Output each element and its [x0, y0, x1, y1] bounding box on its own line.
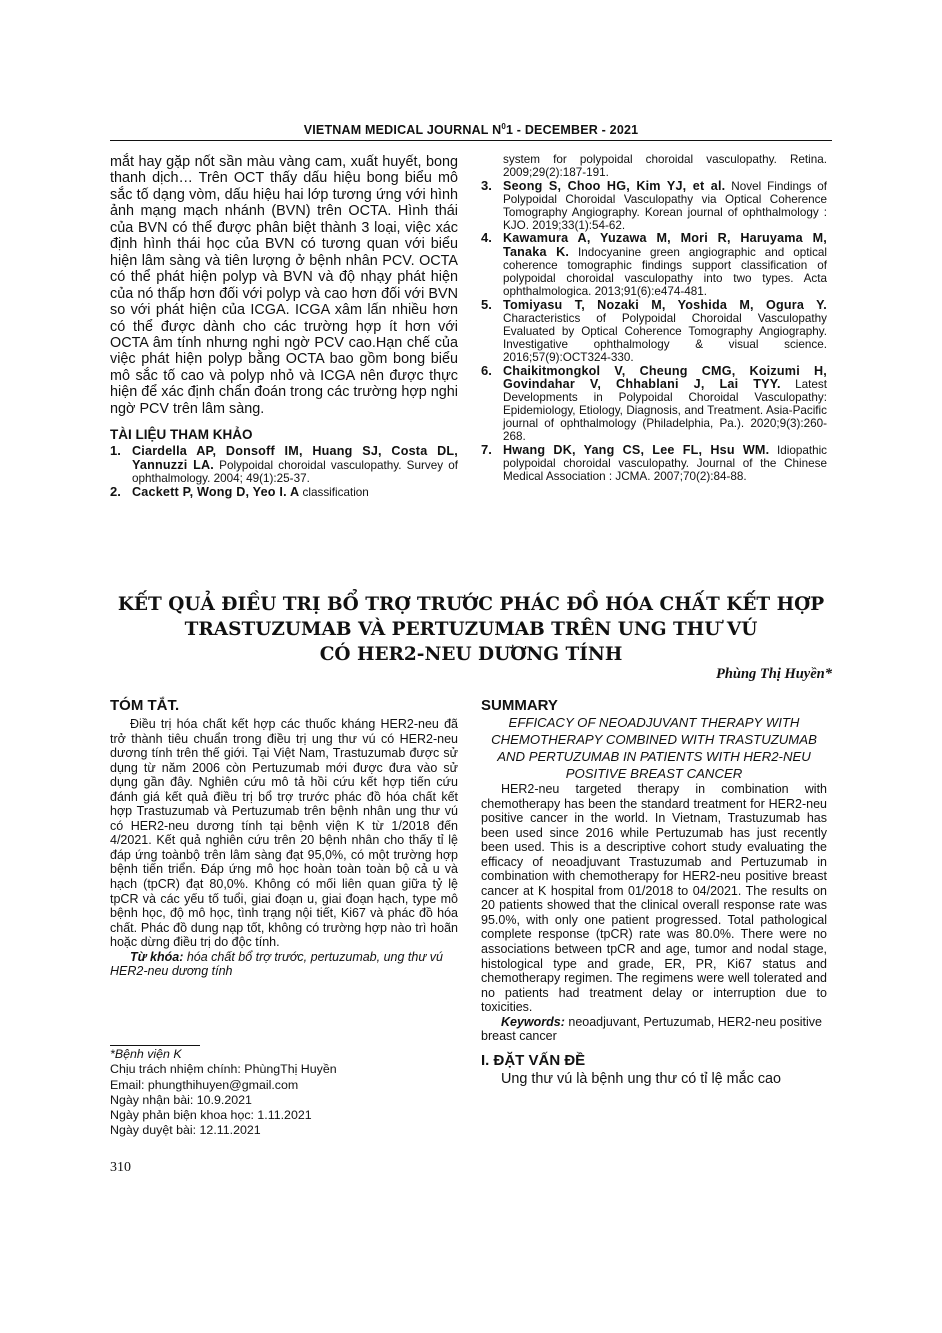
references-left	[110, 442, 458, 500]
reference-item: 2. Cackett P, Wong D, Yeo I. A classification	[110, 483, 369, 499]
footnote-email: Email: phungthihuyen@gmail.com	[110, 1077, 299, 1092]
references-heading: TÀI LIỆU THAM KHẢO	[110, 427, 253, 443]
reference-item: 3. Seong S, Choo HG, Kim YJ, et al. Novel Findings of Polypoidal Choroidal Vasculopathy via Optical Coherence Tomography Angiography. Korean journal of ophthalmology : KJO. 2019;33(1):54-62.	[481, 177, 827, 232]
footnote-rule	[110, 1045, 200, 1046]
running-header: VIETNAM MEDICAL JOURNAL $N^01$ - DECEMBER - 2021	[303, 122, 639, 138]
summary-heading: SUMMARY	[481, 697, 558, 714]
summary-en	[481, 697, 827, 1087]
footnote-line: Ngày duyệt bài: 12.11.2021	[110, 1123, 261, 1138]
reference-item: 1. Ciardella AP, Donsoff IM, Huang SJ, Costa DL, Yannuzzi LA. Polypoidal choroidal vasculopathy. Survey of ophthalmology. 2004; 49(1):25-37.	[110, 442, 458, 485]
abstract-heading: TÓM TẮT.	[110, 697, 180, 714]
reference-item: 4. Kawamura A, Yuzawa M, Mori R, Haruyama M, Tanaka K. Indocyanine green angiographic and optical coherence tomographic findings support classification of polypoidal choroidal vasculopathy into two types. Acta ophthalmologica. 2013;91(6):e474-481.	[481, 230, 828, 299]
footnote-line: Ngày phản biện khoa học: 1.11.2021	[110, 1108, 312, 1123]
footnote	[110, 1047, 337, 1139]
footnote-line: Chịu trách nhiệm chính: PhùngThị Huyền	[110, 1062, 337, 1077]
abstract-text: Điều trị hóa chất kết hợp các thuốc kháng HER2-neu đã trở thành tiêu chuẩn trong điều trị ung thư vú có HER2-neu dương tính trên thế giới. Tại Việt Nam, Trastuzumab được sử dụng từ năm 2006 còn Pertuzumab mới được đưa vào sử dụng gần đây. Nghiên cứu mô tả hồi cứu kết hợp tiến cứu đánh giá kết quả điều trị bổ trợ trước phác đồ hóa chất kết hợp Trastuzumab và Pertuzumab trên bệnh nhân ung thư vú có HER2-neu dương tính tại bệnh viện K từ 1/2018 đến 4/2021. Kết quả nghiên cứu trên 20 bệnh nhân cho thấy tỉ lệ đáp ứng toànbộ trên lâm sàng đạt 95,0%, có một trường hợp bệnh tiến triển. Đáp ứng mô học hoàn toàn toàn bộ cả u và hạch (tpCR) đạt 80,0%. Không có mối liên quan giữa tỷ lệ tpCR và các yếu tố tuổi, giai đoạn u, giai đoạn hạch, type mô bệnh học, độ mô học, tình trạng nội tiết, Ki67 và phác đồ hóa chất. Phác đồ dung nạp tốt, không có trường hợp nào trì hoãn hoặc dừng điều trị do độc tính.	[110, 717, 458, 950]
summary-keywords: Keywords: neoadjuvant, Pertuzumab, HER2-neu positive breast cancer	[481, 1014, 822, 1044]
reference-item: 7. Hwang DK, Yang CS, Lee FL, Hsu WM. Idiopathic polypoidal choroidal vasculopathy. Journal of the Chinese Medical Association : JCMA. 2007;70(2):84-88.	[481, 441, 828, 483]
summary-title: EFFICACY OF NEOADJUVANT THERAPY WITH CHEMOTHERAPY COMBINED WITH TRASTUZUMAB AND PERTUZUMAB IN PATIENTS WITH HER2-NEU POSITIVE BREAST CANCER	[491, 715, 817, 781]
discussion-text: mắt hay gặp nốt sần màu vàng cam, xuất huyết, bong thanh dịch… Trên OCT thấy dấu hiệu bong biểu mô sắc tố dạng vòm, dấu hiệu hai lớp tương ứng với hình ảnh mạng mạch nhánh (BVN) trên OCTA. Hình thái của BVN có thể được phân biệt thành 3 loại, việc xác định hình thái học của BVN có tương quan với biểu hiện lâm sàng và tiên lượng ở bệnh nhân PCV. OCTA có thể phát hiện polyp và BVN và độ nhạy phát hiện của nó thấp hơn đối với polyp và cao hơn đối với BVN so với phát hiện của ICGA. ICGA xâm lấn nhiều hơn có thể được dành cho các trường hợp ít hơn với OCTA âm tính nhưng nghi ngờ PCV cao.Hạn chế của việc phát hiện polyp bằng OCTA bao gồm bong biểu mô sắc tố cao và polyp nhỏ và ICGA nên được thực hiện để xác định chẩn đoán trong các trường hợp nghi ngờ PCV trên lâm sàng.	[110, 154, 458, 417]
title-line: TRASTUZUMAB VÀ PERTUZUMAB TRÊN UNG THƯ VÚ	[184, 619, 758, 640]
abstract-vi	[110, 697, 458, 979]
reference-item: 5. Tomiyasu T, Nozaki M, Yoshida M, Ogura Y. Characteristics of Polypoidal Choroidal Vasculopathy Evaluated by Optical Coherence Tomography Angiography. Investigative ophthalmology & visual science. 2016;57(9):OCT324-330.	[481, 296, 827, 364]
header-rule	[110, 140, 832, 141]
author-name: Phùng Thị Huyền*	[715, 666, 832, 682]
left-column-top	[110, 154, 458, 499]
footnote-line: Ngày nhận bài: 10.9.2021	[110, 1092, 252, 1107]
reference-continuation: system for polypoidal choroidal vasculopathy. Retina. 2009;29(2):187-191.	[503, 153, 827, 179]
reference-item: 6. Chaikitmongkol V, Cheung CMG, Koizumi H, Govindahar V, Chhablani J, Lai TYY. Latest Developments in Polypoidal Choroidal Vasculopathy: Epidemiology, Etiology, Diagnosis, and Treatment. Asia-Pacific journal of ophthalmology (Philadelphia, Pa.). 2020;9(3):260-268.	[481, 362, 827, 444]
abstract-keywords: Từ khóa: hóa chất bổ trợ trước, pertuzumab, ung thư vú HER2-neu dương tính	[110, 949, 443, 979]
right-column-top	[481, 154, 827, 484]
title-line: KẾT QUẢ ĐIỀU TRỊ BỔ TRỢ TRƯỚC PHÁC ĐỒ HÓA CHẤT KẾT HỢP	[117, 594, 825, 615]
page-number: 310	[110, 1160, 131, 1175]
summary-text: HER2-neu targeted therapy in combination with chemotherapy has been the standard treatment for HER2-neu positive cancer in the world. In Vietnam, Trastuzumab has been used since 2016 while Pertuzumab has just recently been used. This is a descriptive cohort study evaluating the efficacy of neoadjuvant Trastuzumab and Pertuzumab in combination with chemotherapy for HER2-neu positive breast cancer at K hospital from 01/2018 to 04/2021. The results on 20 patients showed that the clinical overall response rate was 95.0%, with only one patient progressed. Total pathological complete response (tpCR) rate was 80.0%. There were no associations between tpCR and age, tumor and nodal stage, histological type and grade, ER, PR, Ki67 status and chemotherapy regimen. The regimens were well tolerated and no patients had treatment delay or interruption due to toxicities.	[481, 782, 827, 1015]
references-right	[481, 154, 827, 484]
intro-text: Ung thư vú là bệnh ung thư có tỉ lệ mắc cao	[501, 1070, 782, 1087]
footnote-affiliation: *Bệnh viện K	[110, 1047, 182, 1061]
title-line: CÓ HER2-NEU DƯƠNG TÍNH	[319, 644, 623, 665]
intro-heading: I. ĐẶT VẤN ĐỀ	[481, 1051, 586, 1069]
article-title	[110, 592, 832, 667]
